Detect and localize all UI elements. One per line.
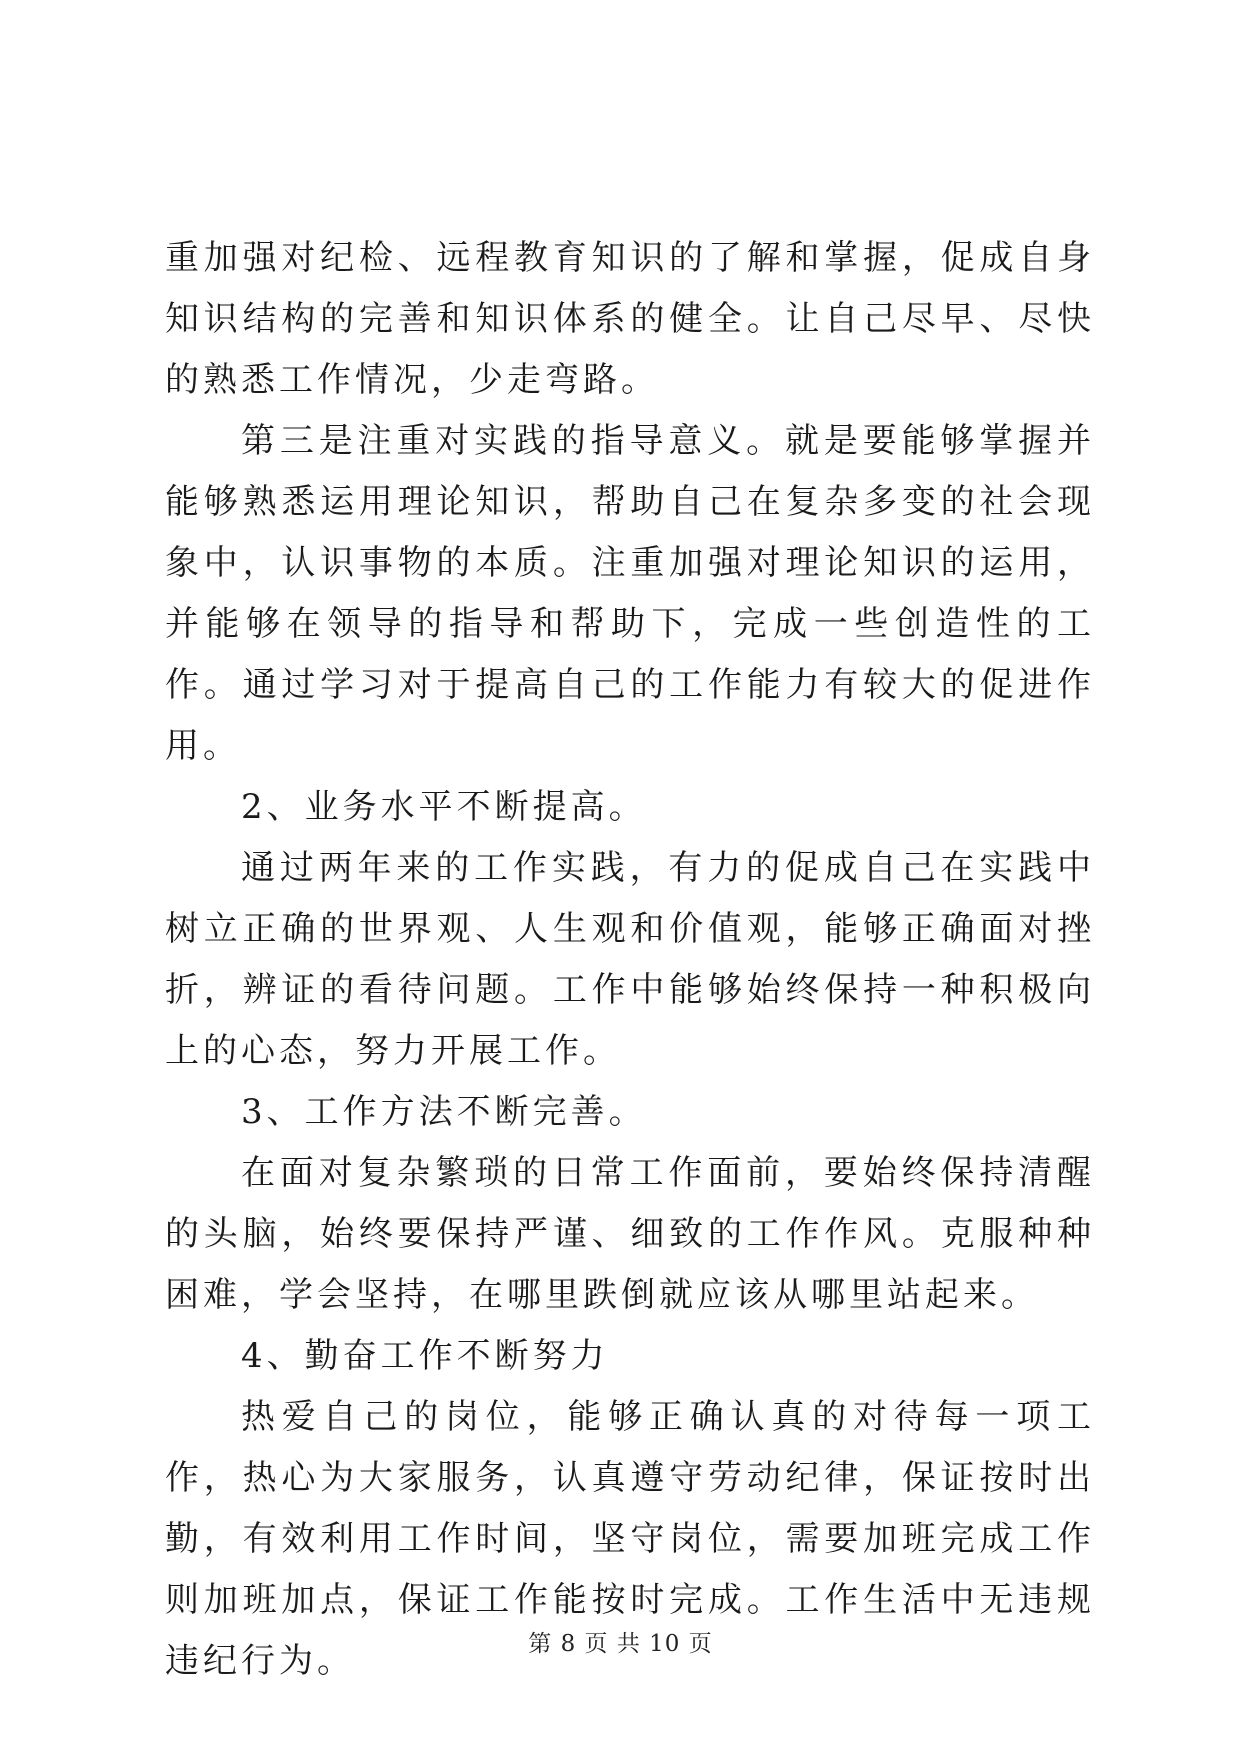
paragraph-1: 重加强对纪检、远程教育知识的了解和掌握，促成自身知识结构的完善和知识体系的健全。让自己尽早、尽快的熟悉工作情况，少走弯路。 [165,238,1095,400]
section-heading-4: 4、勤奋工作不断努力 [241,1336,609,1376]
paragraph-8: 热爱自己的岗位，能够正确认真的对待每一项工作，热心为大家服务，认真遵守劳动纪律，保证按时出勤，有效利用工作时间，坚守岗位，需要加班完成工作则加班加点，保证工作能按时完成。工作生活中无违规违纪行为。 [165,1397,1095,1681]
section-heading-3: 3、工作方法不断完善。 [241,1092,647,1132]
paragraph-4: 通过两年来的工作实践，有力的促成自己在实践中树立正确的世界观、人生观和价值观，能够正确面对挫折，辨证的看待问题。工作中能够始终保持一种积极向上的心态，努力开展工作。 [165,848,1095,1071]
paragraph-2: 第三是注重对实践的指导意义。就是要能够掌握并能够熟悉运用理论知识，帮助自己在复杂多变的社会现象中，认识事物的本质。注重加强对理论知识的运用，并能够在领导的指导和帮助下，完成一些创造性的工作。通过学习对于提高自己的工作能力有较大的促进作用。 [165,421,1095,766]
body-text [165,228,1095,1692]
page-number-footer: 第 8 页 共 10 页 [528,1631,713,1657]
paragraph-6: 在面对复杂繁琐的日常工作面前，要始终保持清醒的头脑，始终要保持严谨、细致的工作作风。克服种种困难，学会坚持，在哪里跌倒就应该从哪里站起来。 [165,1153,1095,1315]
section-heading-2: 2、业务水平不断提高。 [241,787,647,827]
